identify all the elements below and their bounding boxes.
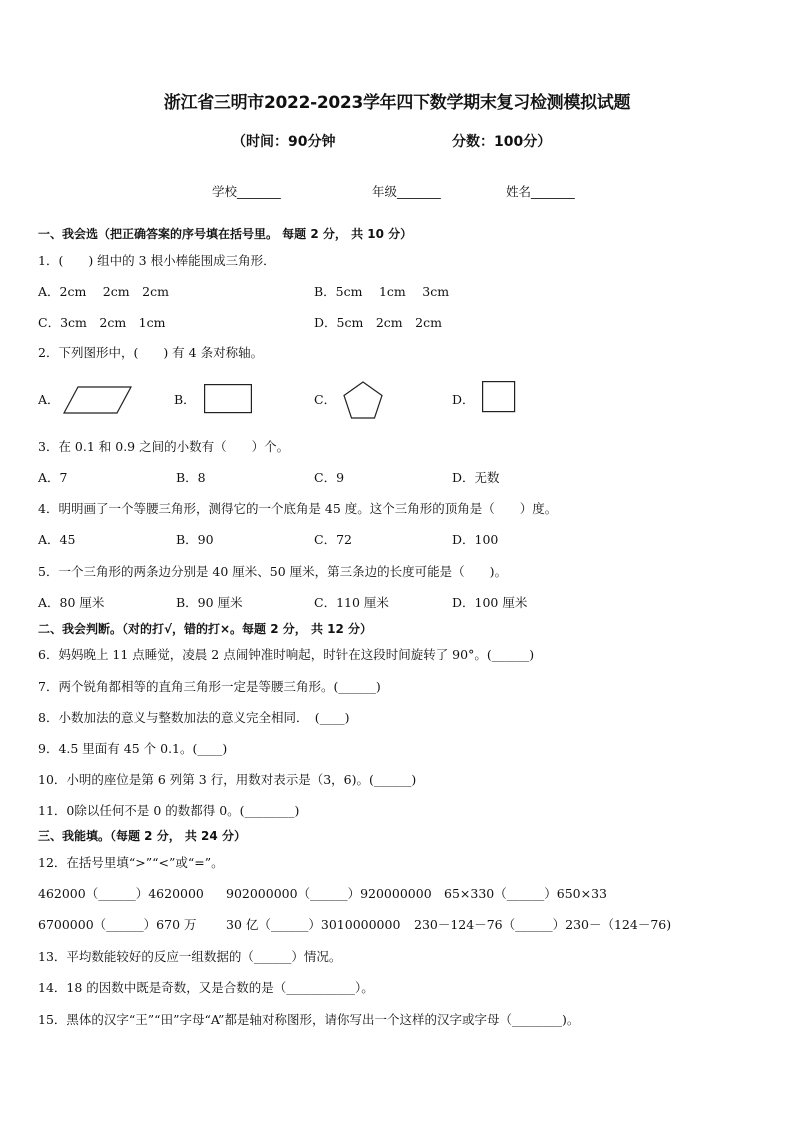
- q12-item-1: 462000（______）4620000: [38, 886, 204, 901]
- q2-option-d: D．: [452, 392, 475, 407]
- name-field: 姓名_______: [506, 184, 575, 199]
- section-3-heading: 三、我能填。（每题 2 分， 共 24 分）: [38, 829, 246, 843]
- page-title: 浙江省三明市2022-2023学年四下数学期末复习检测模拟试题: [163, 93, 631, 113]
- q4-option-a: A．45: [38, 532, 76, 547]
- section-1-heading: 一、我会选（把正确答案的序号填在括号里。 每题 2 分， 共 10 分）: [38, 227, 413, 241]
- grade-field: 年级_______: [372, 184, 441, 199]
- pentagon-icon: [342, 381, 384, 419]
- question-10: 10．小明的座位是第 6 列第 3 行，用数对表示是（3，6)。(______): [38, 772, 417, 787]
- q3-option-d: D．无数: [452, 470, 500, 485]
- question-6: 6．妈妈晚上 11 点睡觉，凌晨 2 点闹钟准时响起，时针在这段时间旋转了 90°。(______): [38, 647, 535, 662]
- parallelogram-icon: [64, 386, 132, 414]
- q5-option-b: B．90 厘米: [176, 595, 243, 610]
- q12-item-3: 65×330（______）650×33: [444, 886, 607, 901]
- question-7: 7．两个锐角都相等的直角三角形一定是等腰三角形。(______): [38, 679, 381, 694]
- school-field: 学校_______: [212, 184, 281, 199]
- q4-option-d: D．100: [452, 532, 499, 547]
- question-3: 3．在 0.1 和 0.9 之间的小数有（ ）个。: [38, 439, 290, 454]
- question-5: 5．一个三角形的两条边分别是 40 厘米、50 厘米，第三条边的长度可能是（ )。: [38, 564, 508, 579]
- section-2-heading: 二、我会判断。（对的打√，错的打×。每题 2 分， 共 12 分）: [38, 622, 372, 636]
- question-1: 1．( ) 组中的 3 根小棒能围成三角形．: [38, 253, 276, 268]
- q1-option-c: C．3cm 2cm 1cm: [38, 315, 166, 330]
- q2-option-b: B．: [174, 392, 196, 407]
- question-2: 2．下列图形中，( ) 有 4 条对称轴。: [38, 345, 264, 360]
- q12-item-6: 230－124－76（______）230－（124－76): [414, 917, 672, 932]
- rectangle-icon: [204, 384, 252, 414]
- q3-option-b: B．8: [176, 470, 206, 485]
- q12-item-5: 30 亿（______）3010000000: [226, 917, 401, 932]
- question-15: 15．黑体的汉字“王”“田”字母“A”都是轴对称图形，请你写出一个这样的汉字或字母（________)。: [38, 1012, 580, 1027]
- q1-option-b: B．5cm 1cm 3cm: [314, 284, 450, 299]
- q5-option-d: D．100 厘米: [452, 595, 528, 610]
- q1-option-a: A．2cm 2cm 2cm: [38, 284, 169, 299]
- q12-item-2: 902000000（______）920000000: [226, 886, 432, 901]
- q3-option-c: C．9: [314, 470, 345, 485]
- exam-time: （时间：90分钟: [232, 134, 336, 150]
- question-12: 12．在括号里填“>”“<”或“=”。: [38, 855, 224, 870]
- q2-option-c: C．: [314, 392, 337, 407]
- q12-item-4: 6700000（______）670 万: [38, 917, 197, 932]
- question-13: 13．平均数能较好的反应一组数据的（______）情况。: [38, 949, 342, 964]
- question-14: 14．18 的因数中既是奇数，又是合数的是（___________）。: [38, 980, 374, 995]
- q1-option-d: D．5cm 2cm 2cm: [314, 315, 442, 330]
- q5-option-a: A．80 厘米: [38, 595, 105, 610]
- square-icon: [482, 381, 516, 413]
- q4-option-b: B．90: [176, 532, 214, 547]
- q5-option-c: C．110 厘米: [314, 595, 389, 610]
- question-4: 4．明明画了一个等腰三角形，测得它的一个底角是 45 度。这个三角形的顶角是（ ）度。: [38, 501, 558, 516]
- q3-option-a: A．7: [38, 470, 68, 485]
- q2-option-a: A．: [38, 392, 60, 407]
- q4-option-c: C．72: [314, 532, 352, 547]
- question-11: 11．0除以任何不是 0 的数都得 0。(________): [38, 803, 300, 818]
- exam-score: 分数：100分）: [452, 134, 552, 150]
- question-8: 8．小数加法的意义与整数加法的意义完全相同． (____): [38, 710, 350, 725]
- question-9: 9．4.5 里面有 45 个 0.1。(____): [38, 741, 228, 756]
